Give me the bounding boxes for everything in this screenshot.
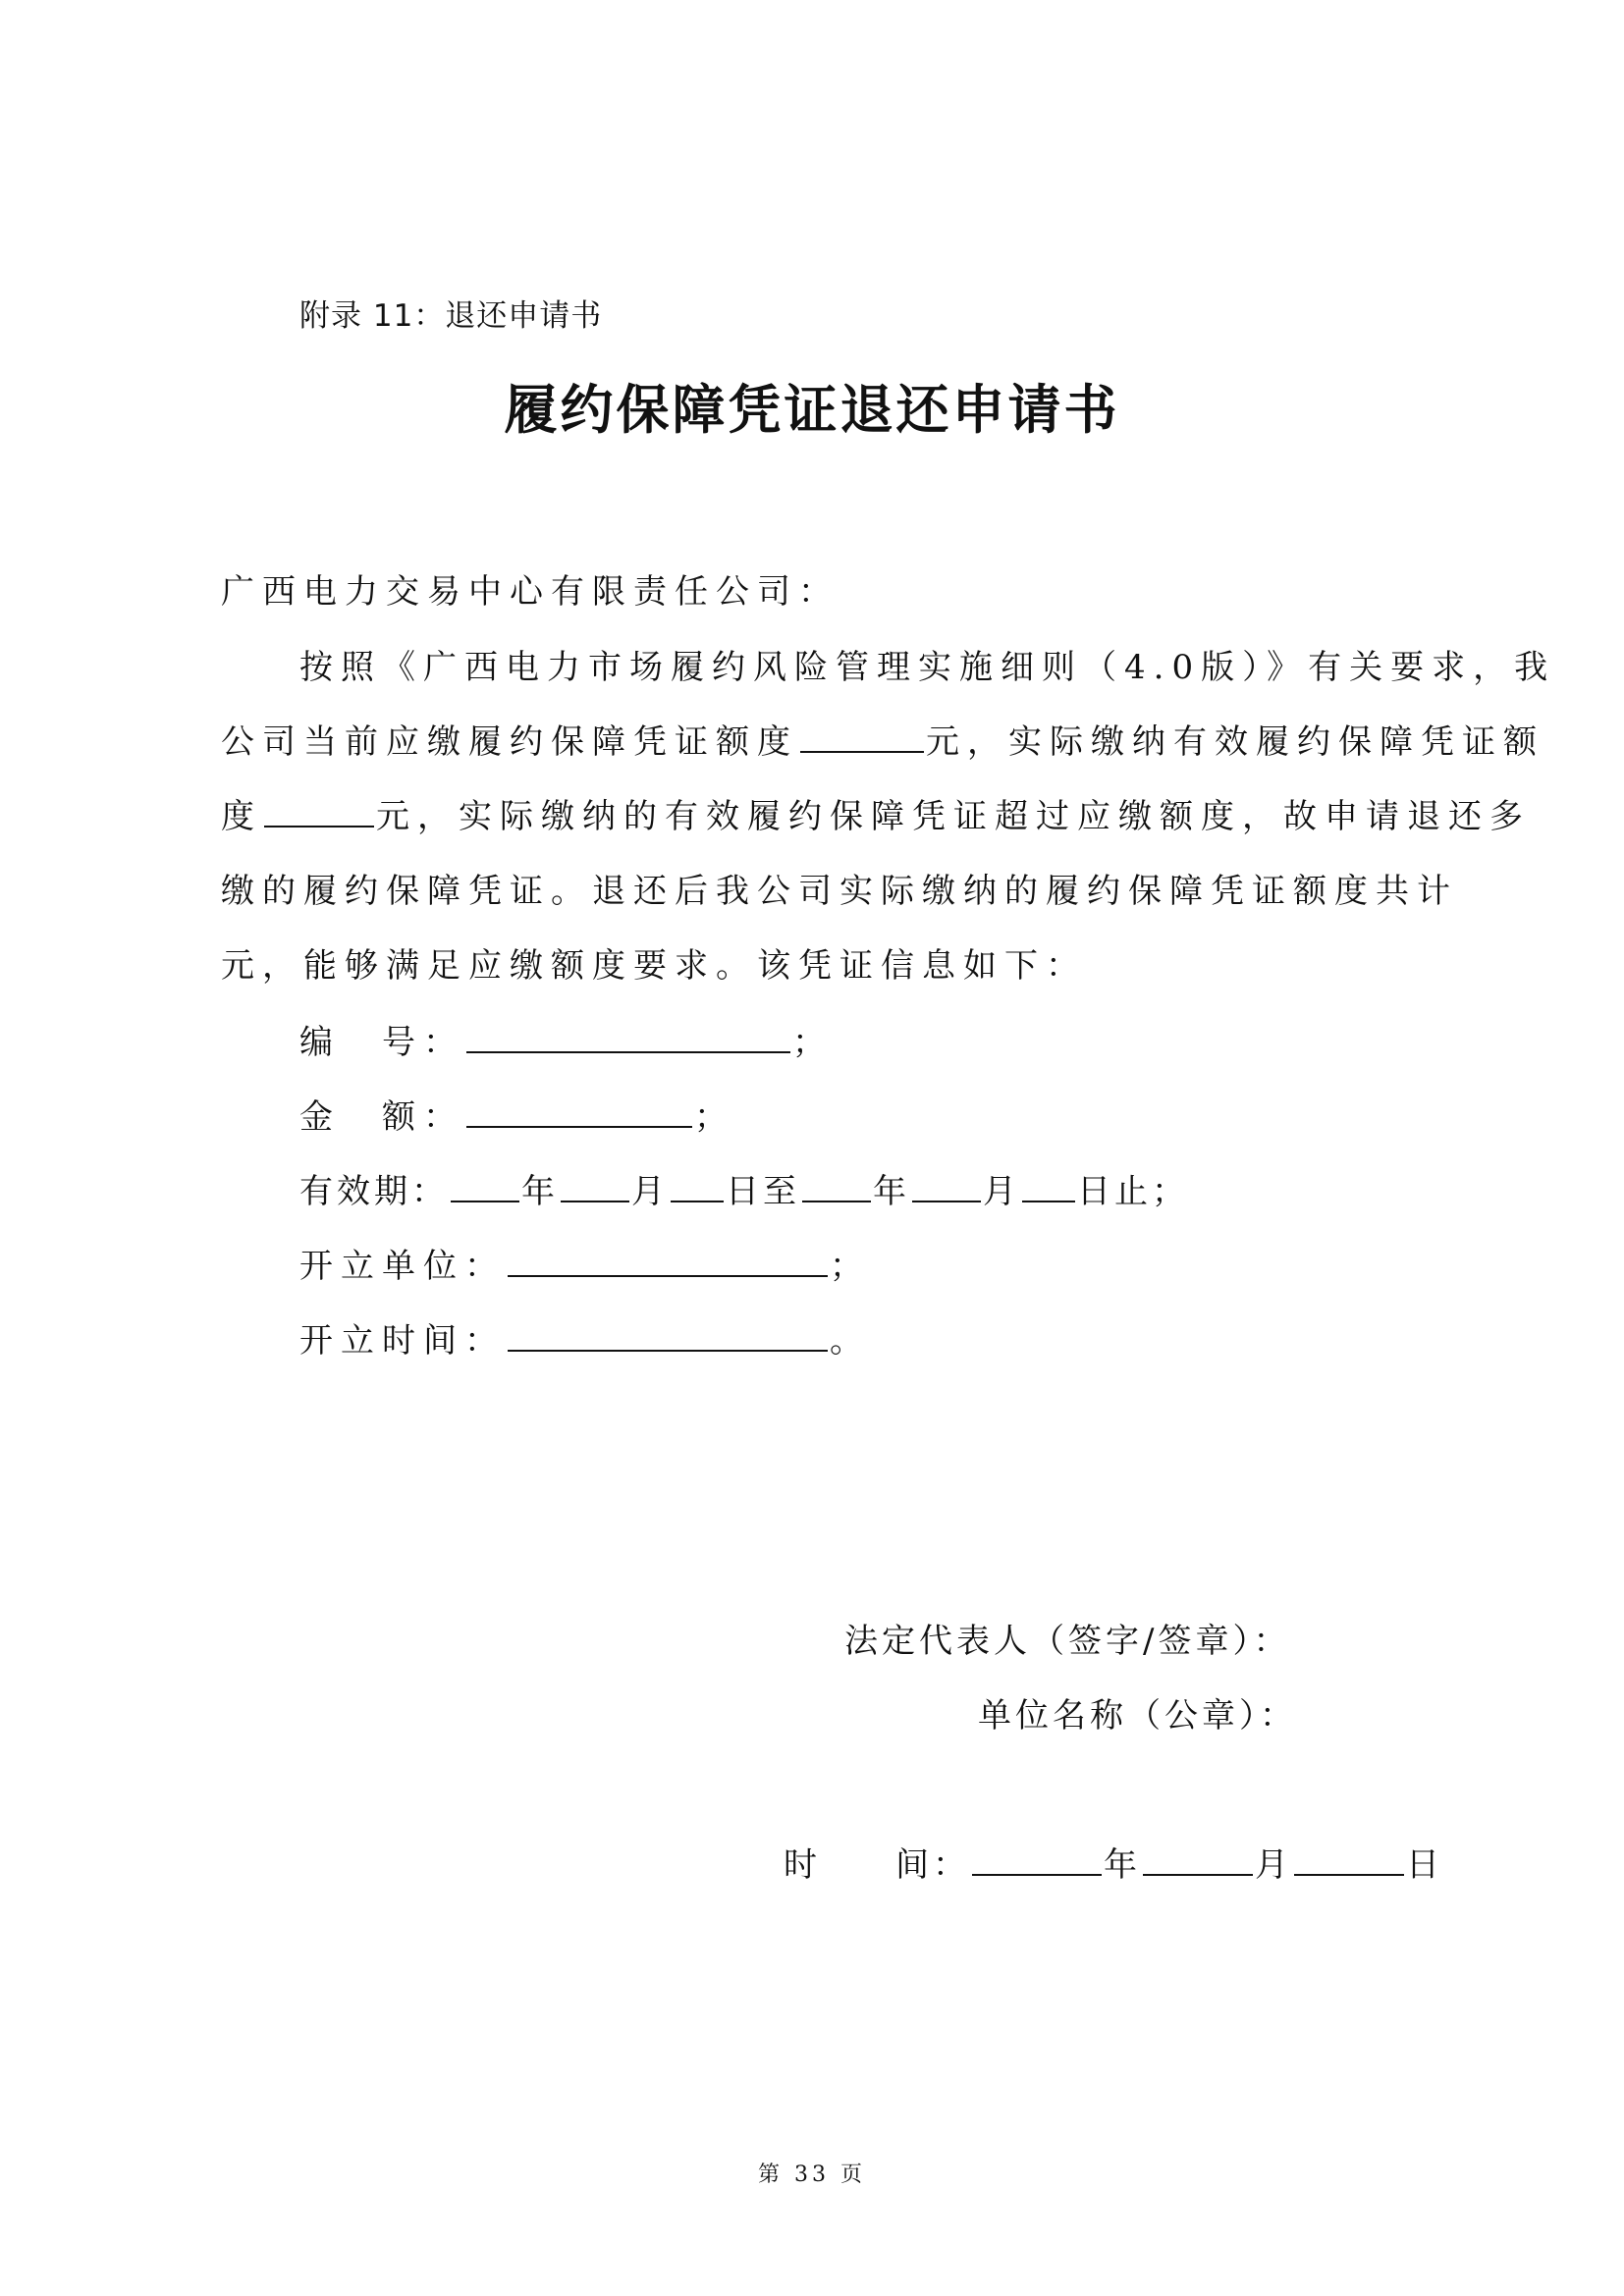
end-month-unit: 月 (983, 1172, 1020, 1211)
body-line-3 (221, 789, 1531, 837)
number-blank[interactable] (466, 1022, 790, 1053)
legal-representative-line: 法定代表人（签字/签章）： (844, 1622, 1291, 1661)
body-line-2-start: 公司当前应缴履约保障凭证额度 (221, 722, 798, 762)
date-day-unit: 日 (1406, 1845, 1443, 1885)
document-title: 履约保障凭证退还申请书 (504, 378, 1120, 441)
amount-end: ； (694, 1097, 735, 1137)
date-month-unit: 月 (1255, 1845, 1292, 1885)
page-number: 第 33 页 (758, 2163, 866, 2187)
number-label: 编 号： (299, 1023, 464, 1062)
date-month-blank[interactable] (1143, 1844, 1253, 1876)
start-year-unit: 年 (521, 1172, 559, 1211)
start-day-unit: 日至 (726, 1172, 800, 1211)
amount-label: 金 额： (299, 1097, 464, 1137)
body-line-2 (221, 715, 1544, 763)
end-day-blank[interactable] (1022, 1171, 1075, 1202)
issuer-end: ； (830, 1247, 871, 1286)
paid-amount-blank[interactable] (264, 796, 374, 828)
body-line-1: 按照《广西电力市场履约风险管理实施细则（4.0版）》有关要求，我 (299, 648, 1556, 687)
number-end: ； (792, 1023, 834, 1062)
field-amount (299, 1090, 735, 1138)
start-month-unit: 月 (631, 1172, 669, 1211)
validity-label: 有效期： (299, 1172, 449, 1211)
body-line-5: 元，能够满足应缴额度要求。该凭证信息如下： (221, 946, 1087, 986)
required-amount-blank[interactable] (800, 721, 924, 753)
issue-time-end: 。 (830, 1321, 871, 1361)
start-year-blank[interactable] (451, 1171, 519, 1202)
amount-blank[interactable] (466, 1096, 692, 1128)
end-year-blank[interactable] (802, 1171, 871, 1202)
date-label: 时 间： (784, 1845, 970, 1885)
issue-time-label: 开立时间： (299, 1321, 506, 1361)
end-day-unit: 日止； (1077, 1172, 1189, 1211)
body-line-2-end: 元，实际缴纳有效履约保障凭证额 (926, 722, 1544, 762)
appendix-label: 附录 11：退还申请书 (299, 298, 603, 334)
issue-time-blank[interactable] (508, 1320, 828, 1352)
start-month-blank[interactable] (561, 1171, 629, 1202)
field-number (299, 1015, 834, 1063)
addressee: 广西电力交易中心有限责任公司： (221, 572, 839, 612)
company-name-line: 单位名称（公章）： (978, 1696, 1297, 1735)
body-line-3-end: 元，实际缴纳的有效履约保障凭证超过应缴额度，故申请退还多 (376, 797, 1531, 836)
field-issuer (299, 1239, 871, 1287)
start-day-blank[interactable] (671, 1171, 724, 1202)
issuer-label: 开立单位： (299, 1247, 506, 1286)
body-line-4: 缴的履约保障凭证。退还后我公司实际缴纳的履约保障凭证额度共计 (221, 872, 1458, 911)
date-year-blank[interactable] (972, 1844, 1102, 1876)
signature-date-line (784, 1838, 1443, 1886)
issuer-blank[interactable] (508, 1246, 828, 1277)
field-issue-time (299, 1313, 871, 1362)
field-validity (299, 1164, 1189, 1212)
body-line-3-start: 度 (221, 797, 262, 836)
date-day-blank[interactable] (1294, 1844, 1404, 1876)
end-month-blank[interactable] (912, 1171, 981, 1202)
end-year-unit: 年 (873, 1172, 910, 1211)
date-year-unit: 年 (1104, 1845, 1141, 1885)
